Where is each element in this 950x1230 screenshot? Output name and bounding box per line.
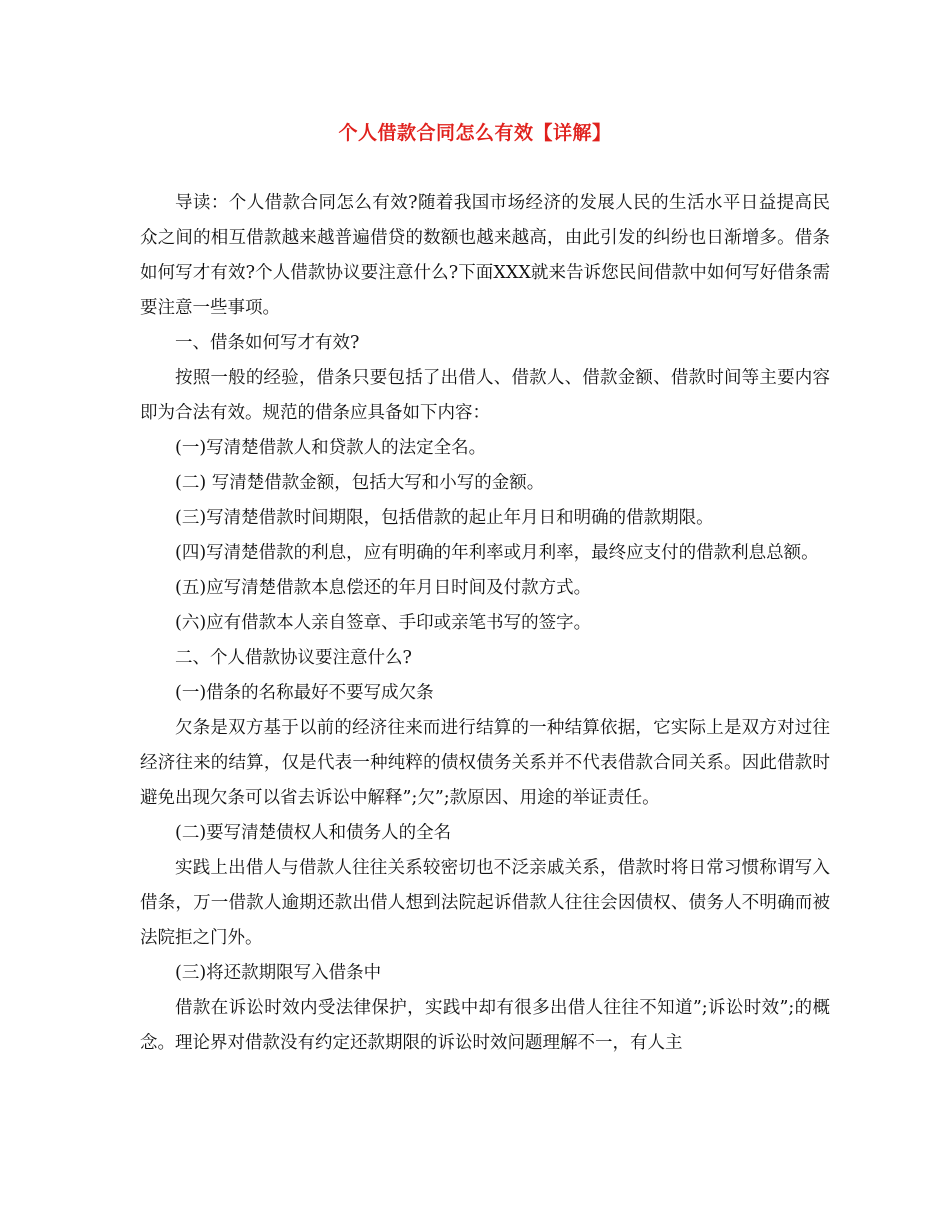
list-item: (二) 写清楚借款金额，包括大写和小写的金额。	[175, 473, 545, 493]
document-title: 个人借款合同怎么有效【详解】	[338, 122, 612, 144]
paragraph-intro: 导读：个人借款合同怎么有效?随着我国市场经济的发展人民的生活水平日益提高民众之间的相互借款越来越普遍借贷的数额也越来越高，由此引发的纠纷也日渐增多。借条如何写才有效?个人借款协议要注意什么?下面XXX就来告诉您民间借款中如何写好借条需要注意一些事项。	[140, 193, 830, 318]
subsection-heading: (一)借条的名称最好不要写成欠条	[175, 683, 434, 703]
list-item: (四)写清楚借款的利息，应有明确的年利率或月利率，最终应支付的借款利息总额。	[175, 543, 819, 563]
section-heading-2: 二、个人借款协议要注意什么?	[175, 648, 412, 668]
list-item: (三)写清楚借款时间期限，包括借款的起止年月日和明确的借款期限。	[175, 508, 714, 528]
paragraph: 欠条是双方基于以前的经济往来而进行结算的一种结算依据，它实际上是双方对过往经济往来的结算，仅是代表一种纯粹的债权债务关系并不代表借款合同关系。因此借款时避免出现欠条可以省去诉讼中解释”;欠”;款原因、用途的举证责任。	[140, 718, 830, 808]
document-body	[140, 186, 830, 1061]
subsection-heading: (三)将还款期限写入借条中	[175, 963, 382, 983]
list-item: (五)应写清楚借款本息偿还的年月日时间及付款方式。	[175, 578, 592, 598]
list-item: (六)应有借款本人亲自签章、手印或亲笔书写的签字。	[175, 613, 592, 633]
paragraph: 实践上出借人与借款人往往关系较密切也不泛亲戚关系，借款时将日常习惯称谓写入借条，万一借款人逾期还款出借人想到法院起诉借款人往往会因债权、债务人不明确而被法院拒之门外。	[140, 858, 830, 948]
paragraph: 按照一般的经验，借条只要包括了出借人、借款人、借款金额、借款时间等主要内容即为合法有效。规范的借条应具备如下内容：	[140, 368, 830, 423]
section-heading-1: 一、借条如何写才有效?	[175, 333, 360, 353]
subsection-heading: (二)要写清楚债权人和债务人的全名	[175, 823, 452, 843]
paragraph: 借款在诉讼时效内受法律保护，实践中却有很多出借人往往不知道”;诉讼时效”;的概念。理论界对借款没有约定还款期限的诉讼时效问题理解不一，有人主	[140, 998, 830, 1053]
list-item: (一)写清楚借款人和贷款人的法定全名。	[175, 438, 487, 458]
